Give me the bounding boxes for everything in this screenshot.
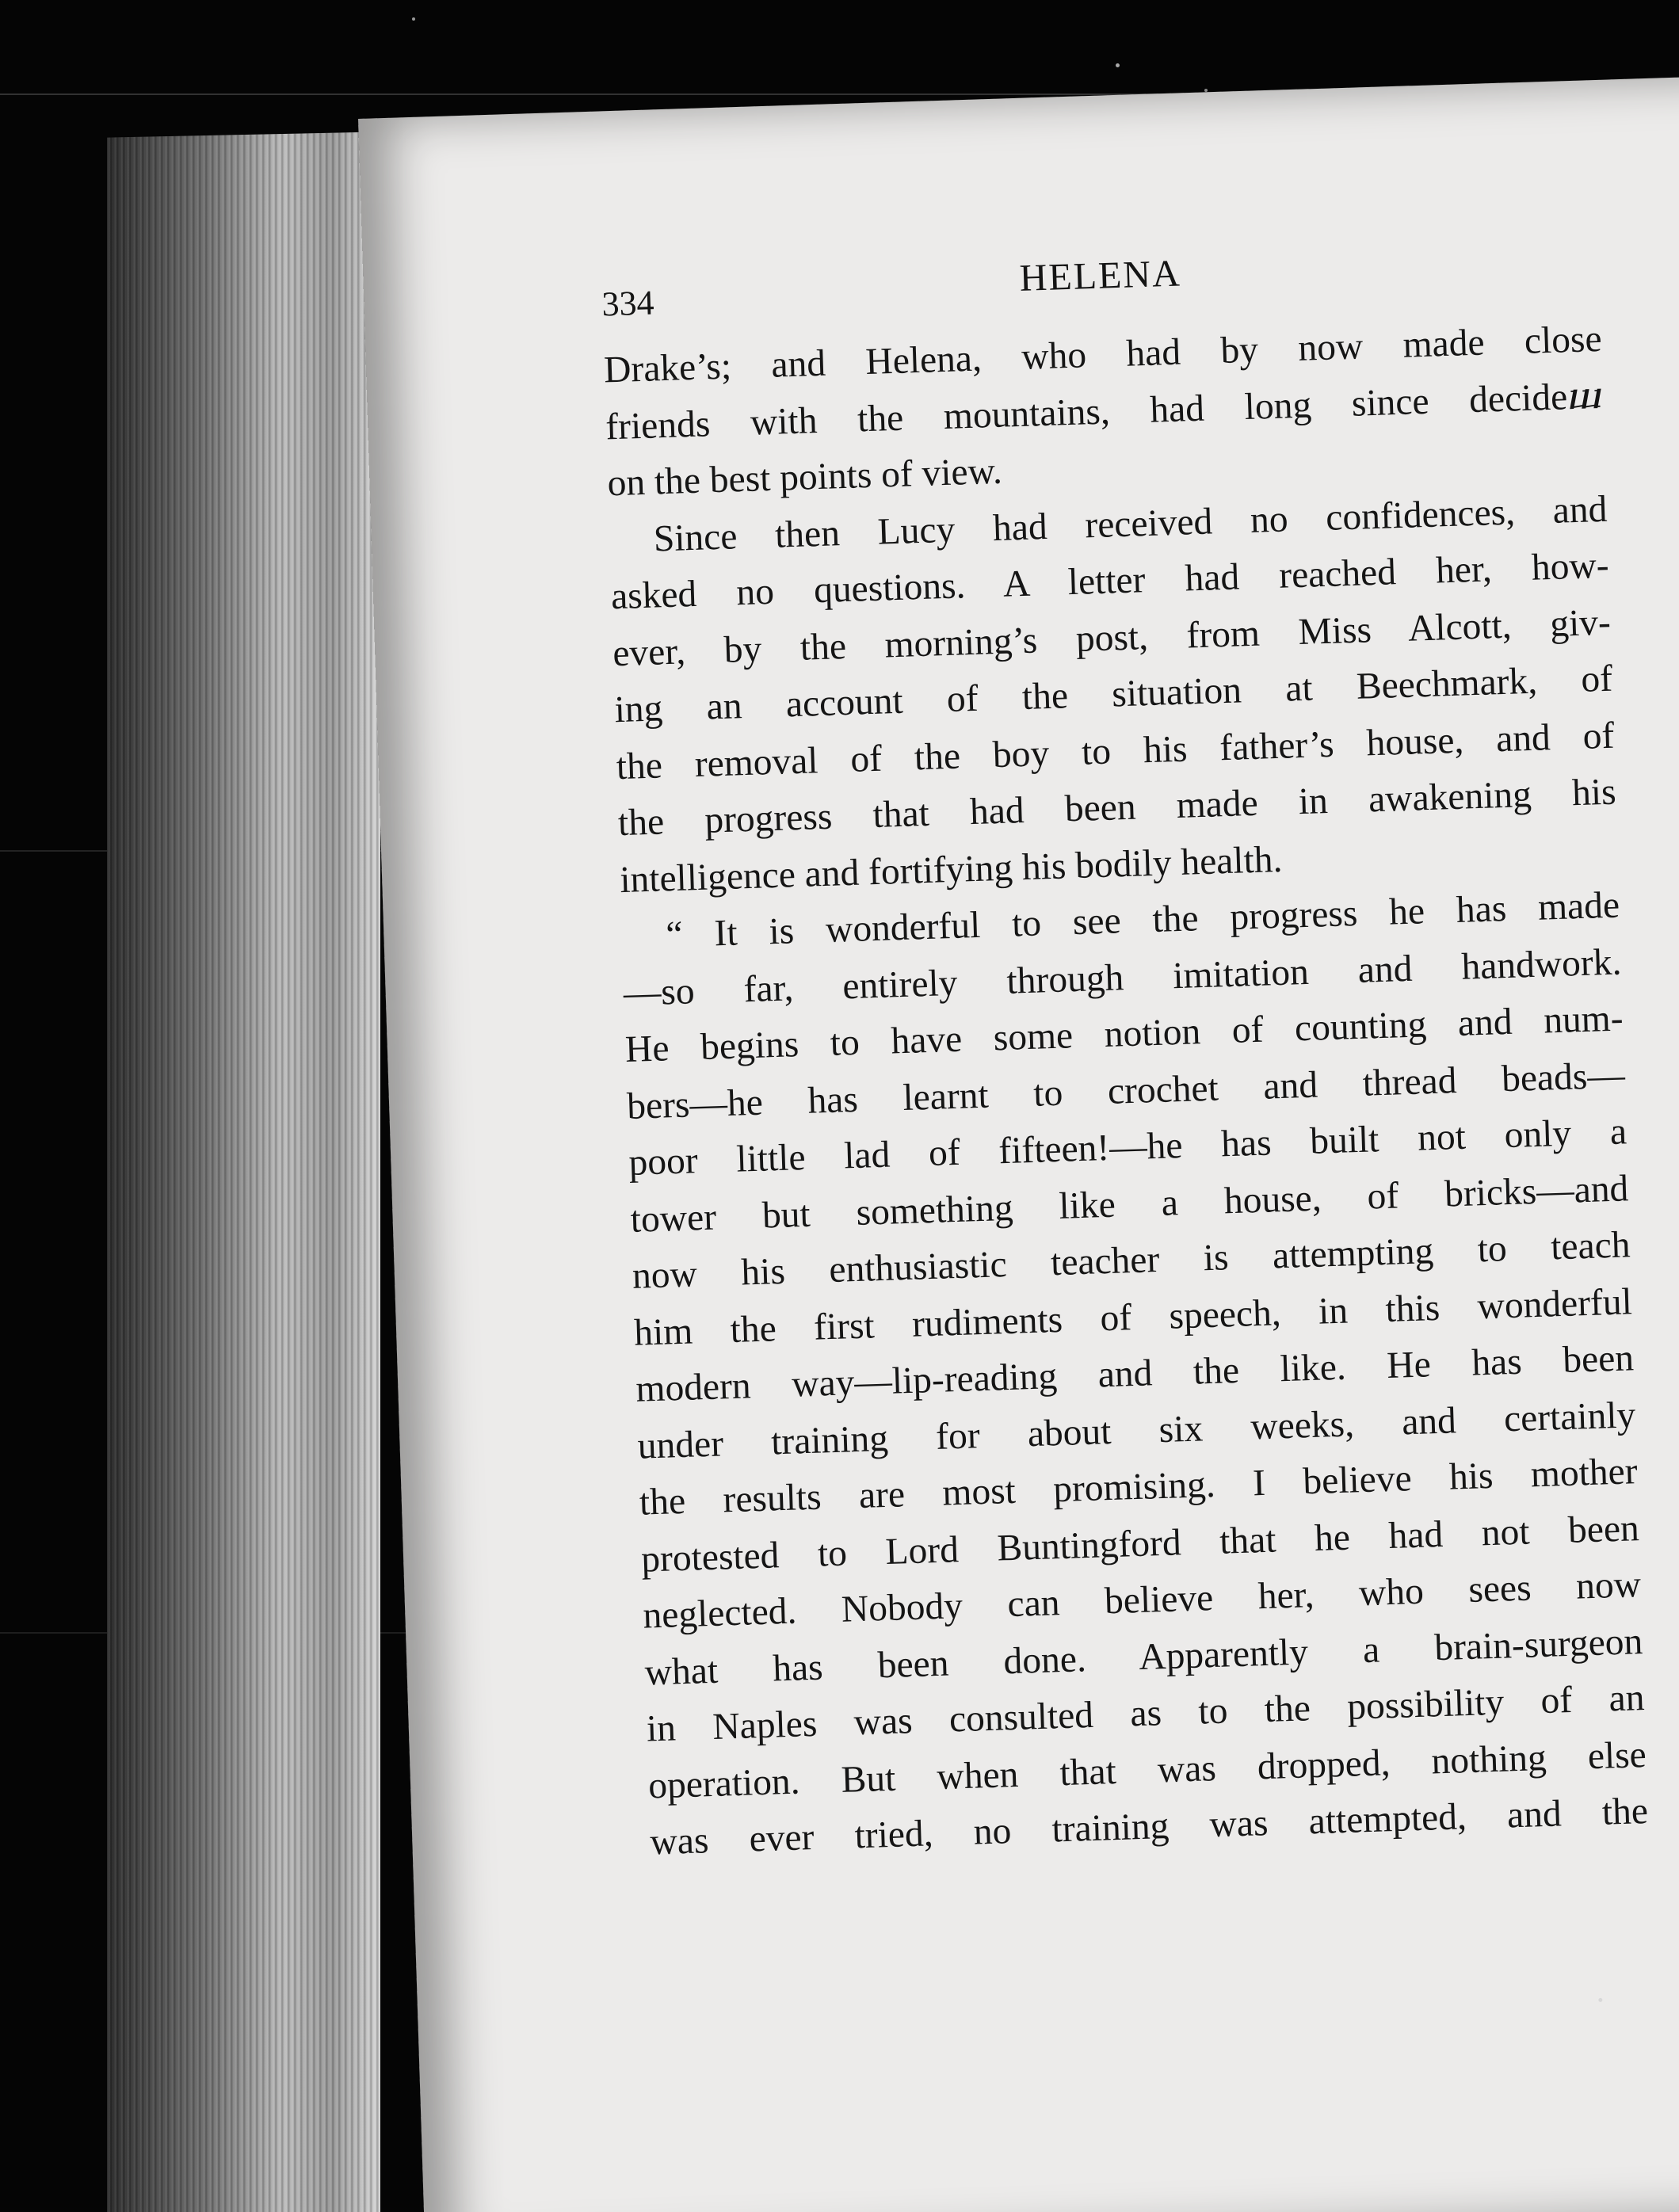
text-line: under training for about six weeks, and certainly xyxy=(636,1394,1636,1467)
text-line: friends with the mountains, had long since decideⴍ xyxy=(605,375,1605,448)
dust-speck xyxy=(1204,89,1208,92)
text-line: Drake’s; and Helena, who had by now made close xyxy=(603,318,1603,391)
page-content xyxy=(601,238,1649,1871)
text-line: operation. But when that was dropped, nothing else xyxy=(647,1733,1647,1807)
text-line: ing an account of the situation at Beechmark, of xyxy=(613,658,1613,731)
text-line: was ever tried, no training was attempted, and the xyxy=(649,1790,1649,1863)
text-line: —so far, entirely through imitation and handwork. xyxy=(623,940,1623,1014)
text-line: He begins to have some notion of counting and num- xyxy=(624,997,1624,1070)
dust-speck xyxy=(1598,1998,1602,2002)
page-number: 334 xyxy=(601,283,655,324)
text-line: the removal of the boy to his father’s house, and of xyxy=(616,715,1616,788)
dust-speck xyxy=(1116,63,1120,67)
text-line: protested to Lord Buntingford that he had not been xyxy=(640,1507,1640,1581)
text-line: him the first rudiments of speech, in this wonderful xyxy=(633,1280,1633,1354)
text-line: modern way—lip-reading and the like. He has been xyxy=(635,1337,1635,1410)
running-head: HELENA xyxy=(1018,252,1182,299)
text-line: bers—he has learnt to crochet and thread beads— xyxy=(626,1054,1626,1127)
book-page-edge xyxy=(107,132,380,2212)
page-header xyxy=(601,238,1601,326)
text-line: “ It is wonderful to see the progress he has made xyxy=(665,884,1620,956)
text-line: in Naples was consulted as to the possibility of an xyxy=(646,1677,1646,1750)
text-line: intelligence and fortifying his bodily health. xyxy=(619,838,1284,901)
text-line: now his enthusiastic teacher is attempting to teach xyxy=(632,1224,1631,1297)
body-text xyxy=(603,311,1649,1871)
dust-speck xyxy=(412,17,415,21)
text-line: what has been done. Apparently a brain-surgeon xyxy=(643,1620,1643,1694)
text-line: neglected. Nobody can believe her, who sees now xyxy=(642,1564,1642,1637)
text-line: on the best points of view. xyxy=(606,450,1003,505)
text-line: ever, by the morning’s post, from Miss Alcott, giv- xyxy=(612,601,1612,674)
book-page xyxy=(358,76,1679,2212)
text-line: poor little lad of fifteen!—he has built not only a xyxy=(628,1111,1627,1184)
text-line: Since then Lucy had received no confidences, and xyxy=(653,488,1608,560)
text-line: tower but something like a house, of bricks—and xyxy=(629,1167,1630,1241)
text-line: asked no questions. A letter had reached her, how- xyxy=(610,544,1610,618)
text-line: the results are most promising. I believe his mother xyxy=(639,1451,1639,1524)
text-line: the progress that had been made in awakening his xyxy=(617,771,1617,845)
